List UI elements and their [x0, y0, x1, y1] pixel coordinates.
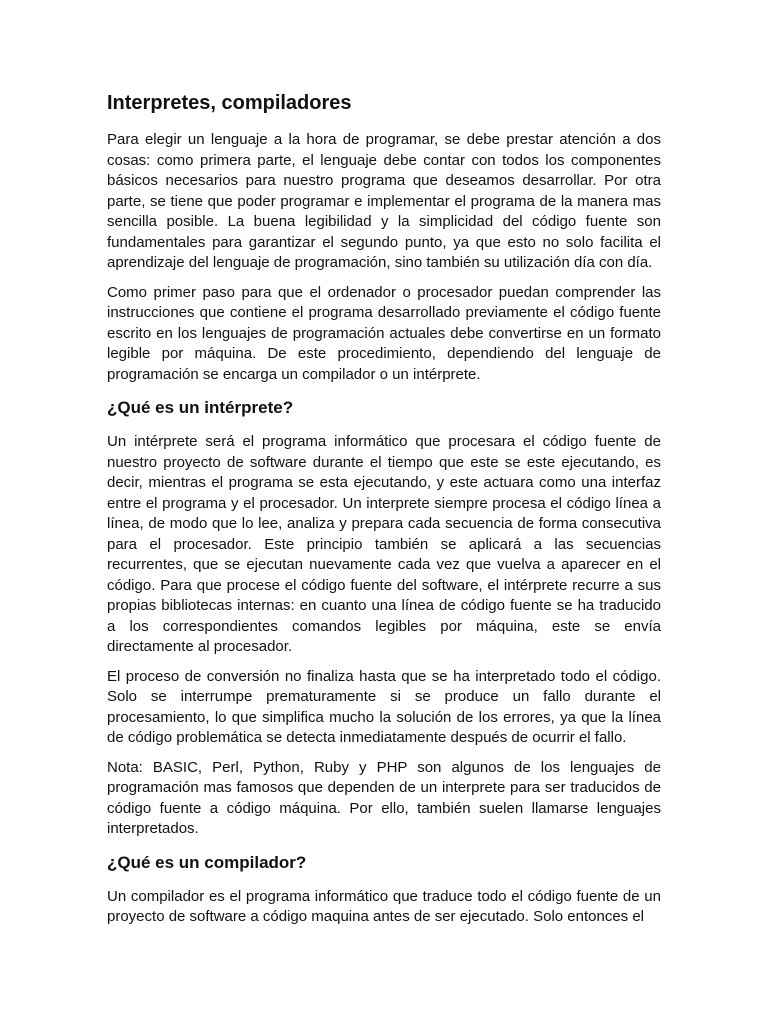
document-page: [107, 90, 661, 928]
section-heading-interprete: ¿Qué es un intérprete?: [107, 398, 294, 417]
compilador-paragraph-1: Un compilador es el programa informático que traduce todo el código fuente de un proyecto de software a código maquina antes de ser ejecutado. Solo entonces el: [107, 887, 661, 925]
interprete-paragraph-2: El proceso de conversión no finaliza hasta que se ha interpretado todo el código. Solo se interrumpe prematuramente si se produce un fallo durante el procesamiento, lo que simplifica mucho la solución de los errores, ya que la línea de código problemática se detecta inmediatamente después de ocurrir el fallo.: [107, 667, 661, 746]
document-title: Interpretes, compiladores: [107, 92, 352, 114]
interprete-paragraph-1: Un intérprete será el programa informático que procesara el código fuente de nuestro proyecto de software durante el tiempo que este se este ejecutando, es decir, mientras el programa se esta ejecutando, y este actuara como una interfaz entre el programa y el procesador. Un interprete siempre procesa el código línea a línea, de modo que lo lee, analiza y prepara cada secuencia de forma consecutiva para el procesador. Este principio también se aplicará a las secuencias recurrentes, que se ejecutan nuevamente cada vez que vuelva a aparecer en el código. Para que procese el código fuente del software, el intérprete recurre a sus propias bibliotecas internas: en cuanto una línea de código fuente se ha traducido a los correspondientes comandos legibles por máquina, este se envía directamente al procesador.: [107, 433, 661, 655]
intro-paragraph-2: Como primer paso para que el ordenador o procesador puedan comprender las instrucciones que contiene el programa desarrollado previamente el código fuente escrito en los lenguajes de programación actuales debe convertirse en un formato legible por máquina. De este procedimiento, dependiendo del lenguaje de programación se encarga un compilador o un intérprete.: [107, 283, 661, 383]
interprete-note-paragraph: Nota: BASIC, Perl, Python, Ruby y PHP son algunos de los lenguajes de programación mas famosos que dependen de un interprete para ser traducidos de código fuente a código máquina. Por ello, también suelen llamarse lenguajes interpretados.: [107, 758, 661, 837]
section-heading-compilador: ¿Qué es un compilador?: [107, 852, 307, 872]
intro-paragraph-1: Para elegir un lenguaje a la hora de programar, se debe prestar atención a dos cosas: como primera parte, el lenguaje debe contar con todos los componentes básicos necesarios para nuestro programa que deseamos desarrollar. Por otra parte, se tiene que poder programar e implementar el programa de la manera mas sencilla posible. La buena legibilidad y la simplicidad del código fuente son fundamentales para garantizar el segundo punto, ya que esto no solo facilita el aprendizaje del lenguaje de programación, sino también su utilización día con día.: [107, 131, 661, 271]
